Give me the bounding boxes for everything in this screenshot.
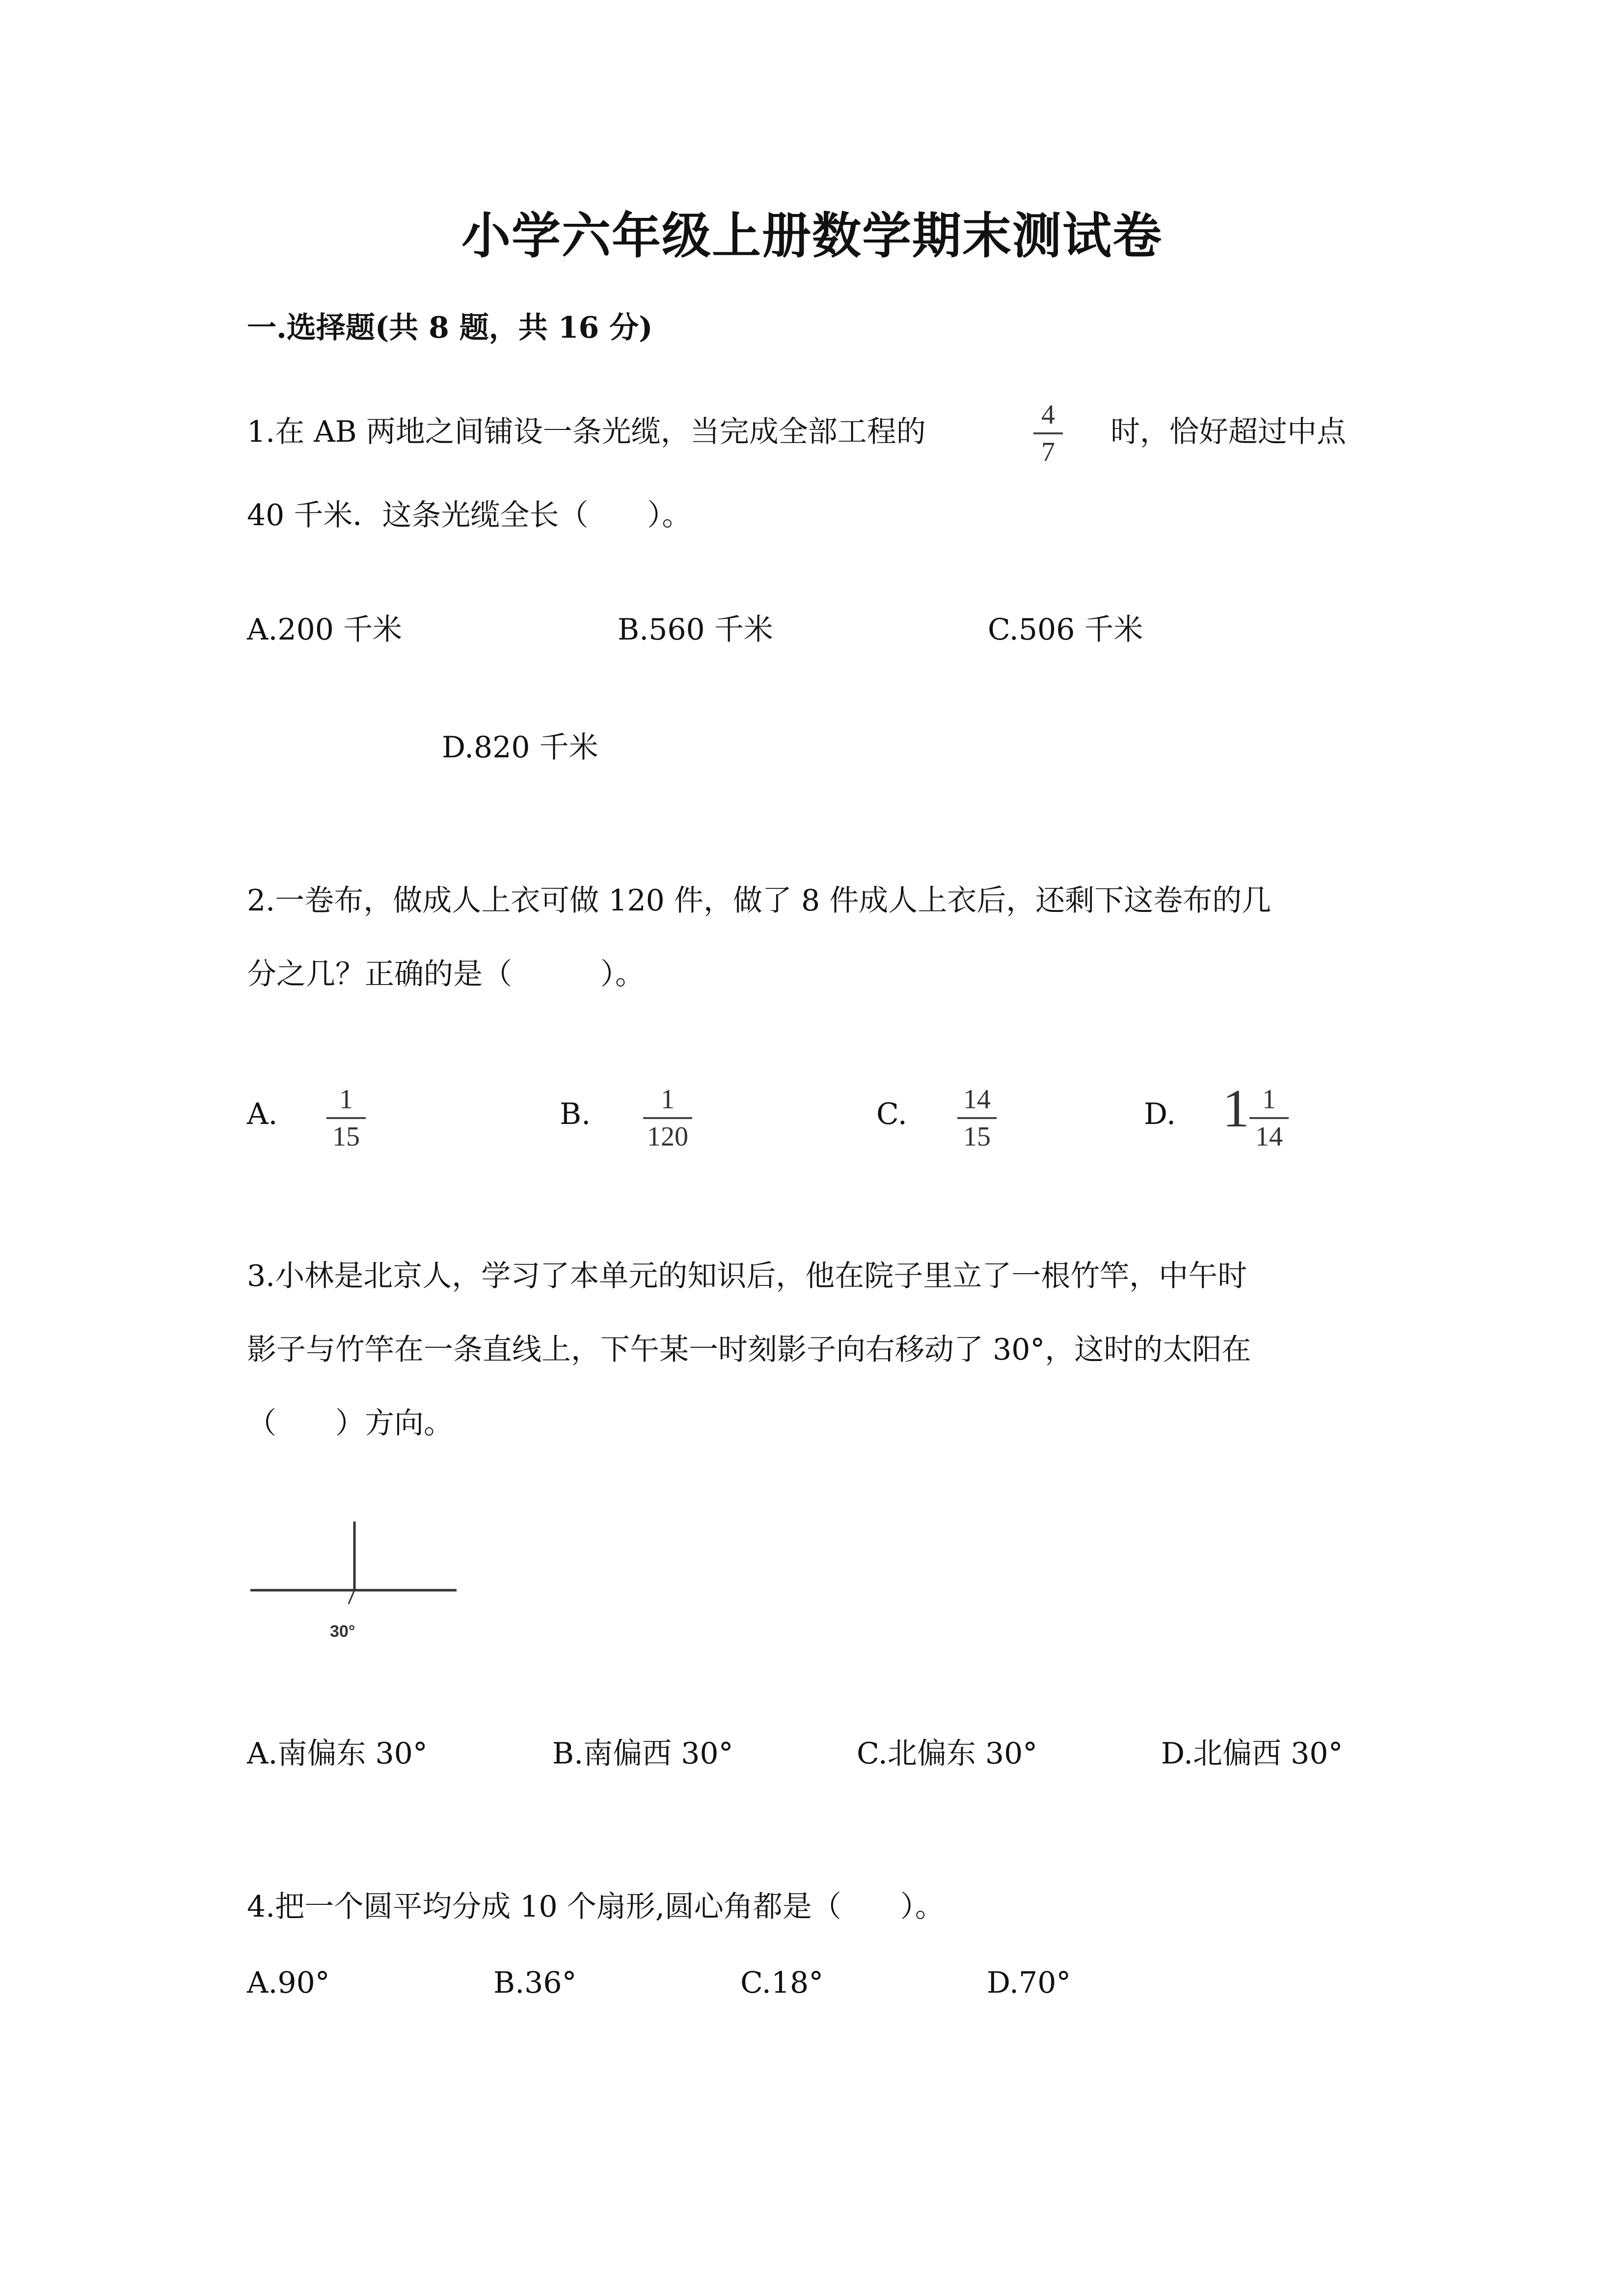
- shadow-line: [349, 1590, 354, 1604]
- q1-line2-text: 40 千米．这条光缆全长（ ）。: [247, 498, 692, 533]
- q2-option-b-denominator: 120: [647, 1121, 688, 1152]
- fraction-bar: [1249, 1117, 1289, 1119]
- q2-line2-text: 分之几？正确的是（ ）。: [247, 957, 645, 991]
- q3-option-a: A.南偏东 30°: [247, 1736, 428, 1771]
- q1-line1-text: 1.在 AB 两地之间铺设一条光缆，当完成全部工程的: [247, 415, 926, 449]
- q2-option-c-numerator: 14: [963, 1084, 991, 1115]
- q1-fraction: [1033, 400, 1063, 467]
- q2-option-b-letter: B.: [560, 1097, 591, 1131]
- q2-option-a-fraction: [326, 1085, 366, 1151]
- q2-option-c-letter: C.: [876, 1097, 907, 1131]
- fraction-bar: [1033, 432, 1063, 434]
- q3-line3-text: （ ）方向。: [247, 1406, 453, 1441]
- q4-option-b: B.36°: [493, 1966, 577, 2000]
- q1-fraction-numerator: 4: [1041, 400, 1055, 430]
- q2-option-b-fraction: [643, 1085, 692, 1151]
- q3-line1-text: 3.小林是北京人，学习了本单元的知识后，他在院子里立了一根竹竿，中午时: [247, 1259, 1247, 1293]
- q3-option-c: C.北偏东 30°: [857, 1736, 1038, 1771]
- q2-option-d-numerator: 1: [1262, 1084, 1276, 1115]
- q1-fraction-denominator: 7: [1041, 437, 1055, 467]
- q2-option-d-whole: 1: [1222, 1078, 1249, 1138]
- q4-option-c: C.18°: [740, 1966, 824, 2000]
- q2-option-a-letter: A.: [247, 1097, 278, 1131]
- q2-option-a-numerator: 1: [339, 1084, 353, 1115]
- q4-option-a: A.90°: [247, 1966, 330, 2000]
- q2-option-d-denominator: 14: [1255, 1121, 1283, 1152]
- page-title: 小学六年级上册数学期末测试卷: [461, 207, 1163, 265]
- figure-angle-label: 30°: [330, 1622, 355, 1641]
- fraction-bar: [326, 1117, 366, 1119]
- q3-option-d: D.北偏西 30°: [1161, 1736, 1343, 1771]
- fraction-bar: [957, 1117, 997, 1119]
- q2-option-d-letter: D.: [1144, 1097, 1176, 1131]
- q4-line1-text: 4.把一个圆平均分成 10 个扇形,圆心角都是（ ）。: [247, 1890, 945, 1924]
- q3-line2-text: 影子与竹竿在一条直线上，下午某一时刻影子向右移动了 30°，这时的太阳在: [247, 1333, 1251, 1367]
- q1-line1-tail: 时，恰好超过中点: [1110, 415, 1346, 449]
- q3-option-b: B.南偏西 30°: [552, 1736, 733, 1771]
- q2-option-a-denominator: 15: [332, 1121, 360, 1152]
- q1-option-a: A.200 千米: [247, 613, 402, 647]
- q2-option-c-denominator: 15: [963, 1121, 991, 1152]
- q1-option-c: C.506 千米: [988, 613, 1143, 647]
- section-heading: 一.选择题(共 8 题，共 16 分): [247, 311, 653, 345]
- q2-option-b-numerator: 1: [661, 1084, 675, 1115]
- fraction-bar: [643, 1117, 692, 1119]
- q4-option-d: D.70°: [987, 1966, 1071, 2000]
- q1-option-b: B.560 千米: [618, 613, 773, 647]
- q2-line1-text: 2.一卷布，做成人上衣可做 120 件，做了 8 件成人上衣后，还剩下这卷布的几: [247, 883, 1272, 918]
- q2-option-d-fraction: [1249, 1085, 1289, 1151]
- q2-option-c-fraction: [957, 1085, 997, 1151]
- q1-option-d: D.820 千米: [442, 730, 598, 765]
